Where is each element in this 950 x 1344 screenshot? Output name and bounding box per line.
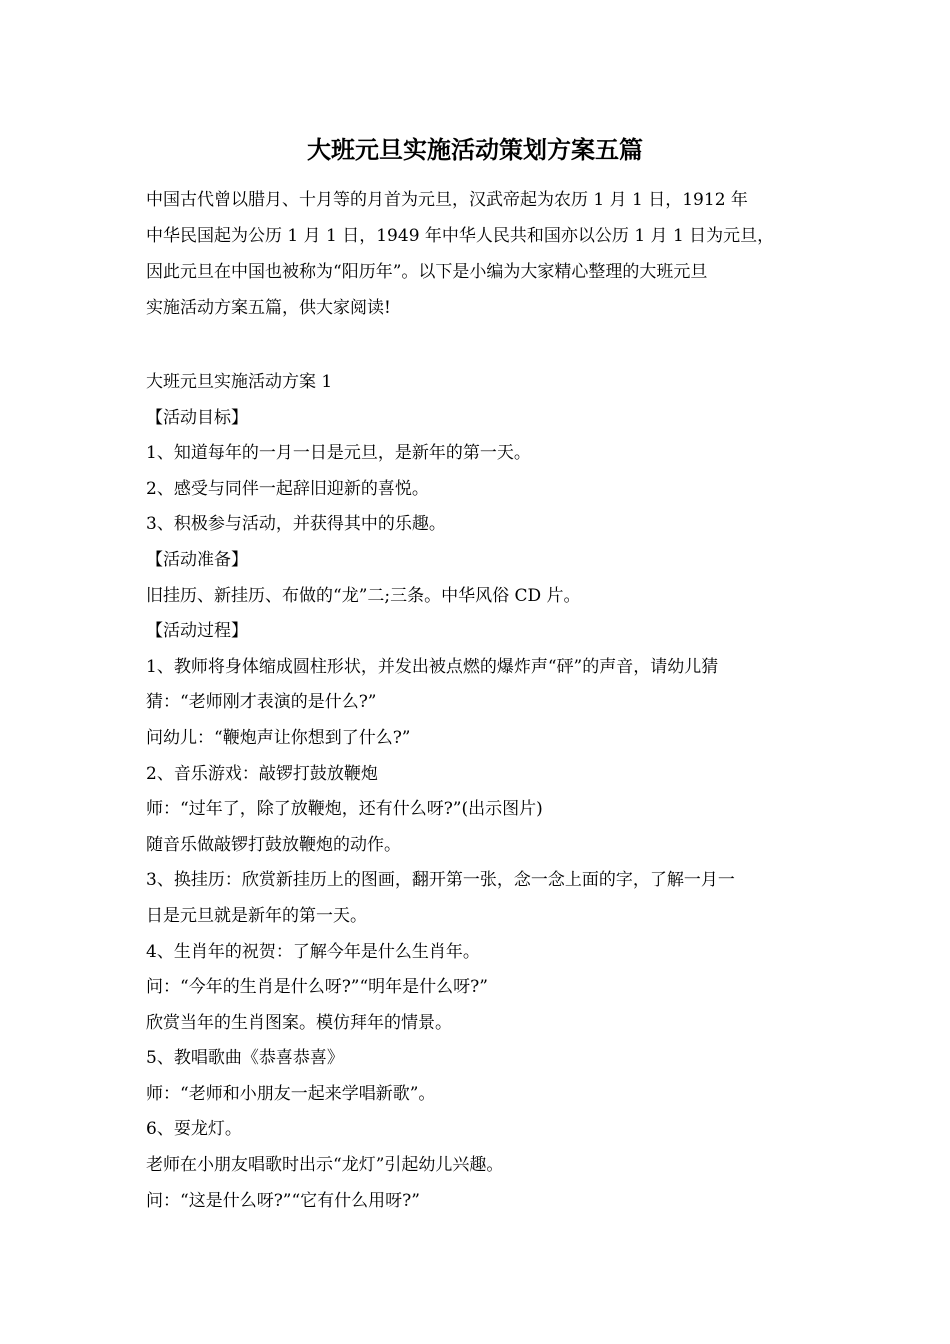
body-line: 3、积极参与活动，并获得其中的乐趣。 (146, 514, 446, 535)
intro-line: 因此元旦在中国也被称为“阳历年”。以下是小编为大家精心整理的大班元旦 (146, 262, 708, 282)
body-line: 1、知道每年的一月一日是元旦，是新年的第一天。 (146, 443, 531, 464)
intro-line: 中华民国起为公历 1 月 1 日，1949 年中华人民共和国亦以公历 1 月 1 日为元旦， (146, 226, 775, 246)
plan-section (146, 365, 826, 1219)
body-line: 1、教师将身体缩成圆柱形状，并发出被点燃的爆炸声“砰”的声音，请幼儿猜 (146, 656, 719, 677)
body-line: 问幼儿：“鞭炮声让你想到了什么?” (146, 727, 411, 748)
body-line: 2、音乐游戏：敲锣打鼓放鞭炮 (146, 763, 378, 784)
body-line: 师：“过年了，除了放鞭炮，还有什么呀?”(出示图片) (146, 799, 543, 820)
intro-line: 实施活动方案五篇，供大家阅读! (146, 298, 391, 318)
subsection-heading-goals: 【活动目标】 (146, 407, 248, 428)
subsection-heading-preparation: 【活动准备】 (146, 549, 248, 570)
body-line: 2、感受与同伴一起辞旧迎新的喜悦。 (146, 478, 429, 499)
body-line: 6、耍龙灯。 (146, 1119, 242, 1140)
document-title: 大班元旦实施活动策划方案五篇 (307, 135, 643, 164)
body-line: 旧挂历、新挂历、布做的“龙”二;三条。中华风俗 CD 片。 (146, 585, 581, 606)
body-line: 师：“老师和小朋友一起来学唱新歌”。 (146, 1083, 436, 1104)
body-line: 5、教唱歌曲《恭喜恭喜》 (146, 1048, 344, 1069)
body-line: 欣赏当年的生肖图案。模仿拜年的情景。 (146, 1012, 452, 1033)
body-line: 4、生肖年的祝贺：了解今年是什么生肖年。 (146, 941, 480, 962)
subsection-heading-process: 【活动过程】 (146, 621, 248, 642)
body-line: 问：“今年的生肖是什么呀?”“明年是什么呀?” (146, 977, 488, 998)
body-line: 3、换挂历：欣赏新挂历上的图画，翻开第一张，念一念上面的字，了解一月一 (146, 870, 735, 891)
body-line: 随音乐做敲锣打鼓放鞭炮的动作。 (146, 834, 401, 855)
intro-paragraph (146, 182, 818, 326)
body-line: 问：“这是什么呀?”“它有什么用呀?” (146, 1190, 420, 1211)
section-heading: 大班元旦实施活动方案 1 (146, 372, 333, 392)
body-line: 老师在小朋友唱歌时出示“龙灯”引起幼儿兴趣。 (146, 1155, 504, 1176)
intro-line: 中国古代曾以腊月、十月等的月首为元旦，汉武帝起为农历 1 月 1 日，1912 年 (146, 190, 748, 210)
body-line: 猜：“老师刚才表演的是什么?” (146, 692, 377, 713)
body-line: 日是元旦就是新年的第一天。 (146, 905, 367, 926)
